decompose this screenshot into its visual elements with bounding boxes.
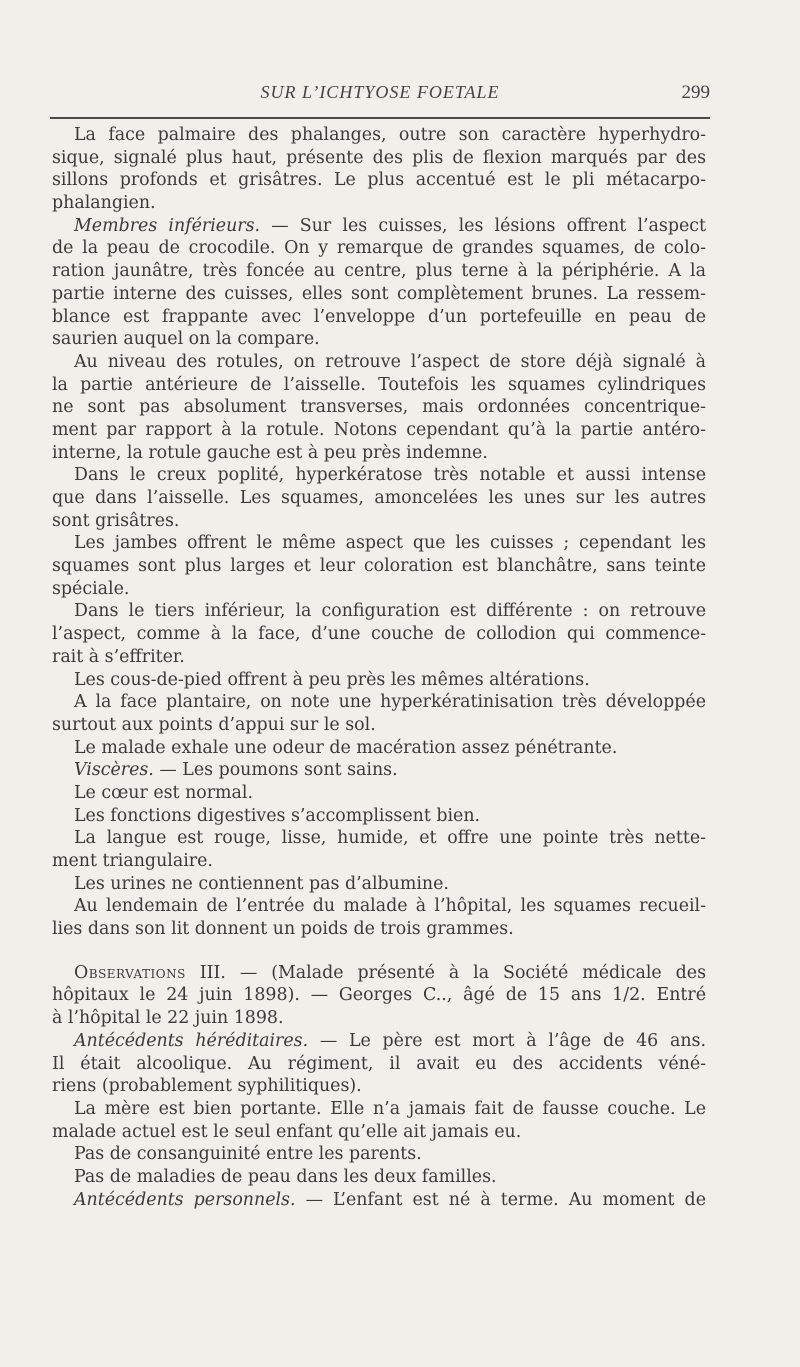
line-text: sillons profonds et grisâtres. Le plus accentué est le pli métacarpo- bbox=[52, 170, 706, 191]
text-line bbox=[52, 1098, 706, 1121]
text-line bbox=[52, 192, 706, 215]
text-line bbox=[52, 691, 706, 714]
text-line bbox=[52, 1189, 706, 1212]
line-text: malade actuel est le seul enfant qu’elle ait jamais eu. bbox=[52, 1121, 522, 1142]
line-text: l’aspect, comme à la face, d’une couche de collodion qui commence- bbox=[52, 624, 706, 645]
text-line bbox=[52, 396, 706, 419]
text-line bbox=[52, 1143, 706, 1166]
text-line bbox=[52, 669, 706, 692]
text-line bbox=[52, 147, 706, 170]
section-heading: Viscères. bbox=[74, 760, 154, 781]
text-line bbox=[52, 984, 706, 1007]
text-line bbox=[52, 782, 706, 805]
text-line bbox=[52, 1166, 706, 1189]
line-text: de la peau de crocodile. On y remarque de grandes squames, de colo- bbox=[52, 238, 706, 259]
header-rule bbox=[50, 117, 710, 119]
line-text: blance est frappante avec l’enveloppe d’un portefeuille en peau de bbox=[52, 306, 706, 327]
line-text: phalangien. bbox=[52, 193, 156, 214]
text-line bbox=[52, 464, 706, 487]
text-line bbox=[52, 419, 706, 442]
running-title: SUR L’ICHTYOSE FOETALE bbox=[260, 82, 500, 102]
line-text: Au lendemain de l’entrée du malade à l’hôpital, les squames recueil- bbox=[74, 896, 706, 917]
text-line bbox=[52, 374, 706, 397]
text-line bbox=[52, 895, 706, 918]
text-line bbox=[52, 827, 706, 850]
line-text: interne, la rotule gauche est à peu près indemne. bbox=[52, 442, 488, 463]
line-text: Les cous-de-pied offrent à peu près les mêmes altérations. bbox=[74, 669, 590, 690]
line-text: Le malade exhale une odeur de macération assez pénétrante. bbox=[74, 737, 618, 758]
text-line bbox=[52, 442, 706, 465]
line-text: squames sont plus larges et leur coloration est blanchâtre, sans teinte bbox=[52, 556, 706, 577]
line-text: ment par rapport à la rotule. Notons cependant qu’à la partie antéro- bbox=[52, 419, 706, 440]
line-text: hôpitaux le 24 juin 1898). — Georges C.., âgé de 15 ans 1/2. Entré bbox=[52, 985, 706, 1006]
observation-heading: Observations bbox=[74, 962, 186, 983]
line-text: — L’enfant est né à terme. Au moment de bbox=[295, 1189, 706, 1210]
text-line bbox=[52, 600, 706, 623]
line-text: partie interne des cuisses, elles sont complètement brunes. La ressem- bbox=[52, 283, 706, 304]
line-text: à l’hôpital le 22 juin 1898. bbox=[52, 1008, 284, 1029]
line-text: — Le père est mort à l’âge de 46 ans. bbox=[308, 1030, 706, 1051]
line-text: sont grisâtres. bbox=[52, 510, 180, 531]
line-text: Le cœur est normal. bbox=[74, 782, 254, 803]
text-line bbox=[52, 351, 706, 374]
line-text: III. — (Malade présenté à la Société médicale des bbox=[185, 962, 706, 983]
line-text: saurien auquel on la compare. bbox=[52, 329, 320, 350]
line-text: La langue est rouge, lisse, humide, et offre une pointe très nette- bbox=[74, 828, 706, 849]
text-line bbox=[52, 962, 706, 985]
page-header bbox=[50, 82, 710, 112]
line-text: Dans le creux poplité, hyperkératose très notable et aussi intense bbox=[74, 465, 706, 486]
text-line bbox=[52, 237, 706, 260]
text-line bbox=[52, 714, 706, 737]
line-text: lies dans son lit donnent un poids de trois grammes. bbox=[52, 919, 514, 940]
text-line bbox=[52, 169, 706, 192]
text-line bbox=[52, 328, 706, 351]
line-text: — Les poumons sont sains. bbox=[153, 760, 398, 781]
line-text: Il était alcoolique. Au régiment, il avait eu des accidents véné- bbox=[52, 1053, 706, 1074]
text-line bbox=[52, 510, 706, 533]
page-number: 299 bbox=[681, 82, 710, 103]
section-heading: Antécédents personnels. bbox=[74, 1189, 296, 1210]
line-text: ration jaunâtre, très foncée au centre, plus terne à la périphérie. A la bbox=[52, 261, 706, 282]
text-line bbox=[52, 737, 706, 760]
line-text: Pas de maladies de peau dans les deux familles. bbox=[74, 1166, 497, 1187]
line-text: rait à s’effriter. bbox=[52, 646, 185, 667]
line-text: spéciale. bbox=[52, 578, 130, 599]
line-text: La mère est bien portante. Elle n’a jamais fait de fausse couche. Le bbox=[74, 1098, 706, 1119]
section-heading: Membres inférieurs. bbox=[74, 215, 261, 236]
text-line bbox=[52, 759, 706, 782]
line-text: ment triangulaire. bbox=[52, 851, 213, 871]
line-text: A la face plantaire, on note une hyperkératinisation très développée bbox=[74, 692, 706, 713]
text-line bbox=[52, 487, 706, 510]
text-line bbox=[52, 1121, 706, 1144]
line-text: riens (probablement syphilitiques). bbox=[52, 1076, 362, 1097]
text-line bbox=[52, 532, 706, 555]
line-text: Pas de consanguinité entre les parents. bbox=[74, 1144, 422, 1165]
line-text: Les fonctions digestives s’accomplissent bien. bbox=[74, 805, 481, 826]
line-text: — Sur les cuisses, les lésions offrent l’aspect bbox=[260, 215, 706, 236]
text-line bbox=[52, 283, 706, 306]
line-text: surtout aux points d’appui sur le sol. bbox=[52, 714, 376, 735]
text-line bbox=[52, 1030, 706, 1053]
line-text: la partie antérieure de l’aisselle. Toutefois les squames cylindriques bbox=[52, 374, 706, 395]
line-text: Les jambes offrent le même aspect que les cuisses ; cependant les bbox=[74, 533, 706, 554]
text-line bbox=[52, 124, 706, 147]
line-text: Dans le tiers inférieur, la configuration est différente : on retrouve bbox=[74, 601, 706, 622]
line-text: Au niveau des rotules, on retrouve l’aspect de store déjà signalé à bbox=[74, 351, 706, 372]
section-heading: Antécédents héréditaires. bbox=[74, 1030, 309, 1051]
text-line bbox=[52, 873, 706, 896]
text-line bbox=[52, 918, 706, 941]
text-line bbox=[52, 623, 706, 646]
text-line bbox=[52, 578, 706, 601]
text-line bbox=[52, 260, 706, 283]
text-line bbox=[52, 555, 706, 578]
text-line bbox=[52, 306, 706, 329]
line-text: que dans l’aisselle. Les squames, amoncelées les unes sur les autres bbox=[52, 488, 706, 508]
text-line bbox=[52, 1007, 706, 1030]
line-text: sique, signalé plus haut, présente des plis de flexion marqués par des bbox=[52, 147, 706, 168]
text-line bbox=[52, 1075, 706, 1098]
body-text bbox=[52, 124, 706, 1211]
text-line bbox=[52, 805, 706, 828]
text-line bbox=[52, 1053, 706, 1076]
line-text: ne sont pas absolument transverses, mais ordonnées concentrique- bbox=[52, 397, 706, 418]
line-text: La face palmaire des phalanges, outre son caractère hyperhydro- bbox=[74, 125, 706, 145]
text-line bbox=[52, 850, 706, 873]
text-line bbox=[52, 646, 706, 669]
line-text: Les urines ne contiennent pas d’albumine. bbox=[74, 873, 449, 894]
text-line bbox=[52, 215, 706, 238]
